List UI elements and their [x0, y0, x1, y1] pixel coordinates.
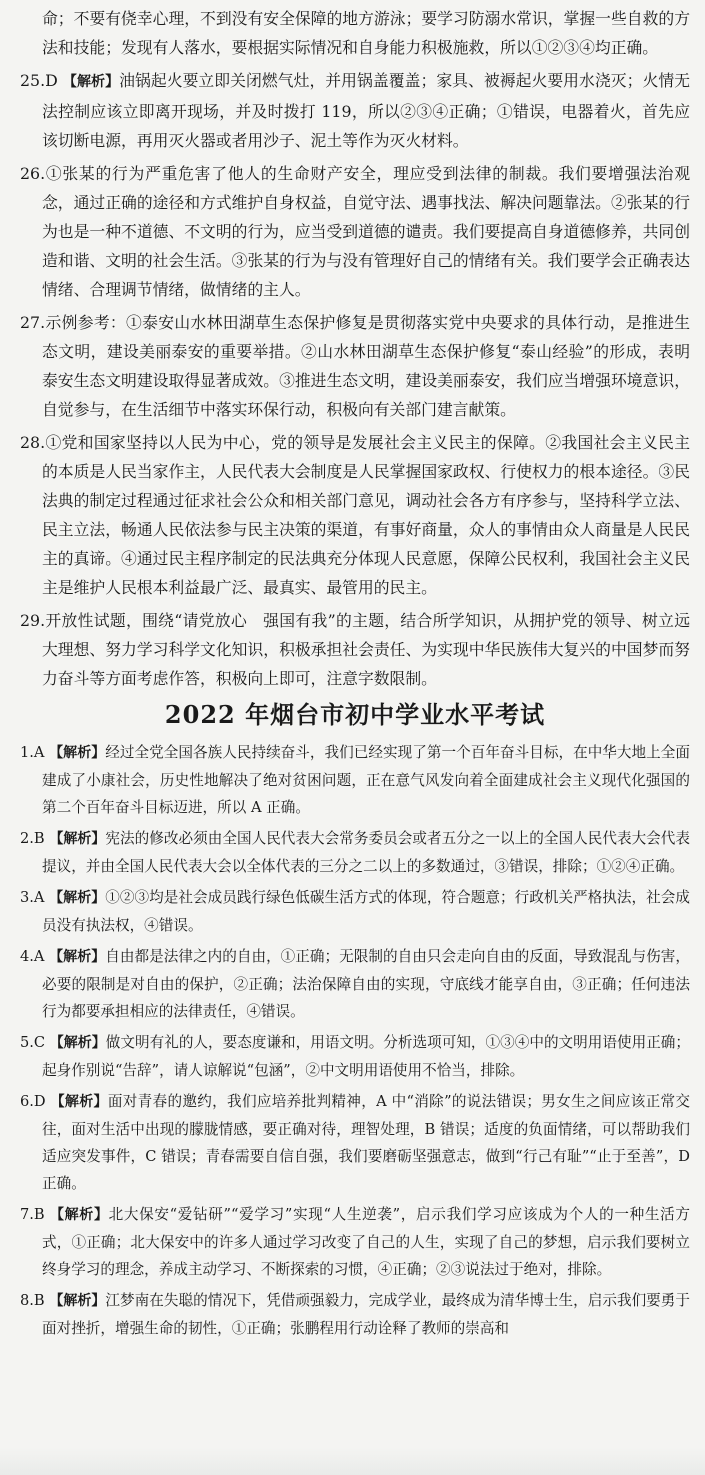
item-text: ①张某的行为严重危害了他人的生命财产安全，理应受到法律的制裁。我们要增强法治观念，通过正确的途径和方式维护自身权益，自觉守法、遇事找法、解决问题靠法。②张某的行为也是一种不道德、不文明的行为，应当受到道德的谴责。我们要提高自身道德修养，共同创造和谐、文明的社会生活。③张某的行为与没有管理好自己的情绪有关。我们要学会正确表达情绪、合理调节情绪，做情绪的主人。: [42, 164, 690, 299]
answer-item: [20, 159, 690, 304]
analysis-tag: 【解析】: [49, 1035, 106, 1051]
item-number: 4.A: [20, 948, 45, 965]
item-text: 做文明有礼的人，要态度谦和，用语文明。分析选项可知，①③④中的文明用语使用正确；起身作别说“告辞”，请人谅解说“包涵”，②中文明用语使用不恰当，排除。: [42, 1034, 690, 1079]
item-text: 油锅起火要立即关闭燃气灶，并用锅盖覆盖；家具、被褥起火要用水浇灭；火情无法控制应该立即离开现场，并及时拨打 119，所以②③④正确；①错误，电器着火，首先应该切断电源，再用灭火器或者用沙子、泥土等作为灭火材料。: [42, 71, 690, 150]
answer-column: [20, 9, 691, 1346]
item-number: 2.B: [20, 830, 45, 847]
answer-item: [20, 428, 690, 602]
item-text: 江梦南在失聪的情况下，凭借顽强毅力，完成学业，最终成为清华博士生，启示我们要勇于面对挫折，增强生命的韧性，①正确；张鹏程用行动诠释了教师的崇高和: [42, 1292, 691, 1337]
analysis-tag: 【解析】: [49, 949, 106, 965]
item-text: 宪法的修改必须由全国人民代表大会常务委员会或者五分之一以上的全国人民代表大会代表提议，并由全国人民代表大会以全体代表的三分之二以上的多数通过，③错误，排除；①②④正确。: [42, 830, 691, 875]
item-number: 3.A: [20, 889, 45, 906]
answer-item: [20, 1287, 690, 1342]
item-number: 29.: [20, 611, 46, 630]
item-text: ①②③均是社会成员践行绿色低碳生活方式的体现，符合题意；行政机关严格执法，社会成员没有执法权，④错误。: [42, 889, 691, 934]
answer-item: [20, 884, 690, 939]
item-text: 面对青春的邀约，我们应培养批判精神，A 中“消除”的说法错误；男女生之间应该正常交往，面对生活中出现的朦胧情感，要正确对待，理智处理，B 错误；适度的负面情绪，可以帮助我们适应突发事件，C 错误；青春需要自信自强，我们要磨砺坚强意志，做到“行己有耻”“止于至善”，D 正确。: [42, 1093, 691, 1192]
analysis-tag: 【解析】: [49, 890, 106, 906]
item-text: 自由都是法律之内的自由，①正确；无限制的自由只会走向自由的反面，导致混乱与伤害，必要的限制是对自由的保护，②正确；法治保障自由的实现，守底线才能享自由，③正确；任何违法行为都要承担相应的法律责任，④错误。: [42, 948, 691, 1020]
item-number: 1.A: [20, 744, 45, 761]
analysis-tag: 【解析】: [62, 74, 120, 90]
item-number: 27.: [20, 313, 46, 332]
item-text: 北大保安“爱钻研”“爱学习”实现“人生逆袭”，启示我们学习应该成为个人的一种生活方式，①正确；北大保安中的许多人通过学习改变了自己的人生，实现了自己的梦想，启示我们要树立终身学习的理念，养成主动学习、不断探索的习惯，④正确；②③说法过于绝对，排除。: [42, 1206, 691, 1278]
item-text: 经过全党全国各族人民持续奋斗，我们已经实现了第一个百年奋斗目标，在中华大地上全面建成了小康社会，历史性地解决了绝对贫困问题，正在意气风发向着全面建成社会主义现代化强国的第二个百年奋斗目标迈进，所以 A 正确。: [42, 744, 691, 816]
analysis-tag: 【解析】: [49, 831, 106, 847]
analysis-tag: 【解析】: [50, 1094, 108, 1110]
answer-item: [20, 1029, 690, 1084]
item-number: 6.D: [20, 1093, 46, 1110]
prev-answer-list: [20, 66, 690, 693]
item-number: 7.B: [20, 1206, 45, 1223]
item-text: 示例参考：①泰安山水林田湖草生态保护修复是贯彻落实党中央要求的具体行动，是推进生态文明，建设美丽泰安的重要举措。②山水林田湖草生态保护修复“泰山经验”的形成，表明泰安生态文明建设取得显著成效。③推进生态文明，建设美丽泰安，我们应当增强环境意识，自觉参与，在生活细节中落实环保行动，积极向有关部门建言献策。: [42, 313, 690, 419]
analysis-tag: 【解析】: [49, 1207, 109, 1223]
answer-list: [20, 739, 690, 1342]
analysis-tag: 【解析】: [49, 745, 106, 761]
analysis-tag: 【解析】: [49, 1293, 106, 1309]
answer-item: [20, 943, 690, 1025]
item-number: 8.B: [20, 1292, 45, 1309]
answer-item: [20, 739, 690, 821]
item-number: 5.C: [20, 1034, 46, 1051]
item-number: 28.: [20, 433, 46, 452]
item-number: 25.D: [20, 71, 58, 90]
answer-item: [20, 1088, 690, 1197]
answer-item: [20, 66, 690, 155]
section-title: 2022 年烟台市初中学业水平考试: [164, 700, 546, 729]
item-text: ①党和国家坚持以人民为中心，党的领导是发展社会主义民主的保障。②我国社会主义民主的本质是人民当家作主，人民代表大会制度是人民掌握国家政权、行使权力的根本途径。③民法典的制定过程通过征求社会公众和相关部门意见，调动社会各方有序参与，坚持科学立法、民主立法，畅通人民依法参与民主决策的渠道，有事好商量，众人的事情由众人商量是人民民主的真谛。④通过民主程序制定的民法典充分体现人民意愿，保障公民权利，我国社会主义民主是维护人民根本利益最广泛、最真实、最管用的民主。: [42, 433, 690, 597]
answer-item: [20, 606, 690, 693]
item-number: 26.: [20, 164, 46, 183]
continuation-paragraph: 命；不要有侥幸心理，不到没有安全保障的地方游泳；要学习防溺水常识，掌握一些自救的方法和技能；发现有人落水，要根据实际情况和自身能力积极施救，所以①②③④均正确。: [42, 9, 690, 57]
answer-item: [20, 308, 690, 424]
answer-item: [20, 825, 690, 880]
item-text: 开放性试题，围绕“请党放心 强国有我”的主题，结合所学知识，从拥护党的领导、树立远大理想、努力学习科学文化知识，积极承担社会责任、为实现中华民族伟大复兴的中国梦而努力奋斗等方面考虑作答，积极向上即可，注意字数限制。: [42, 611, 690, 688]
answer-item: [20, 1201, 690, 1283]
scan-edge: [0, 1447, 705, 1475]
